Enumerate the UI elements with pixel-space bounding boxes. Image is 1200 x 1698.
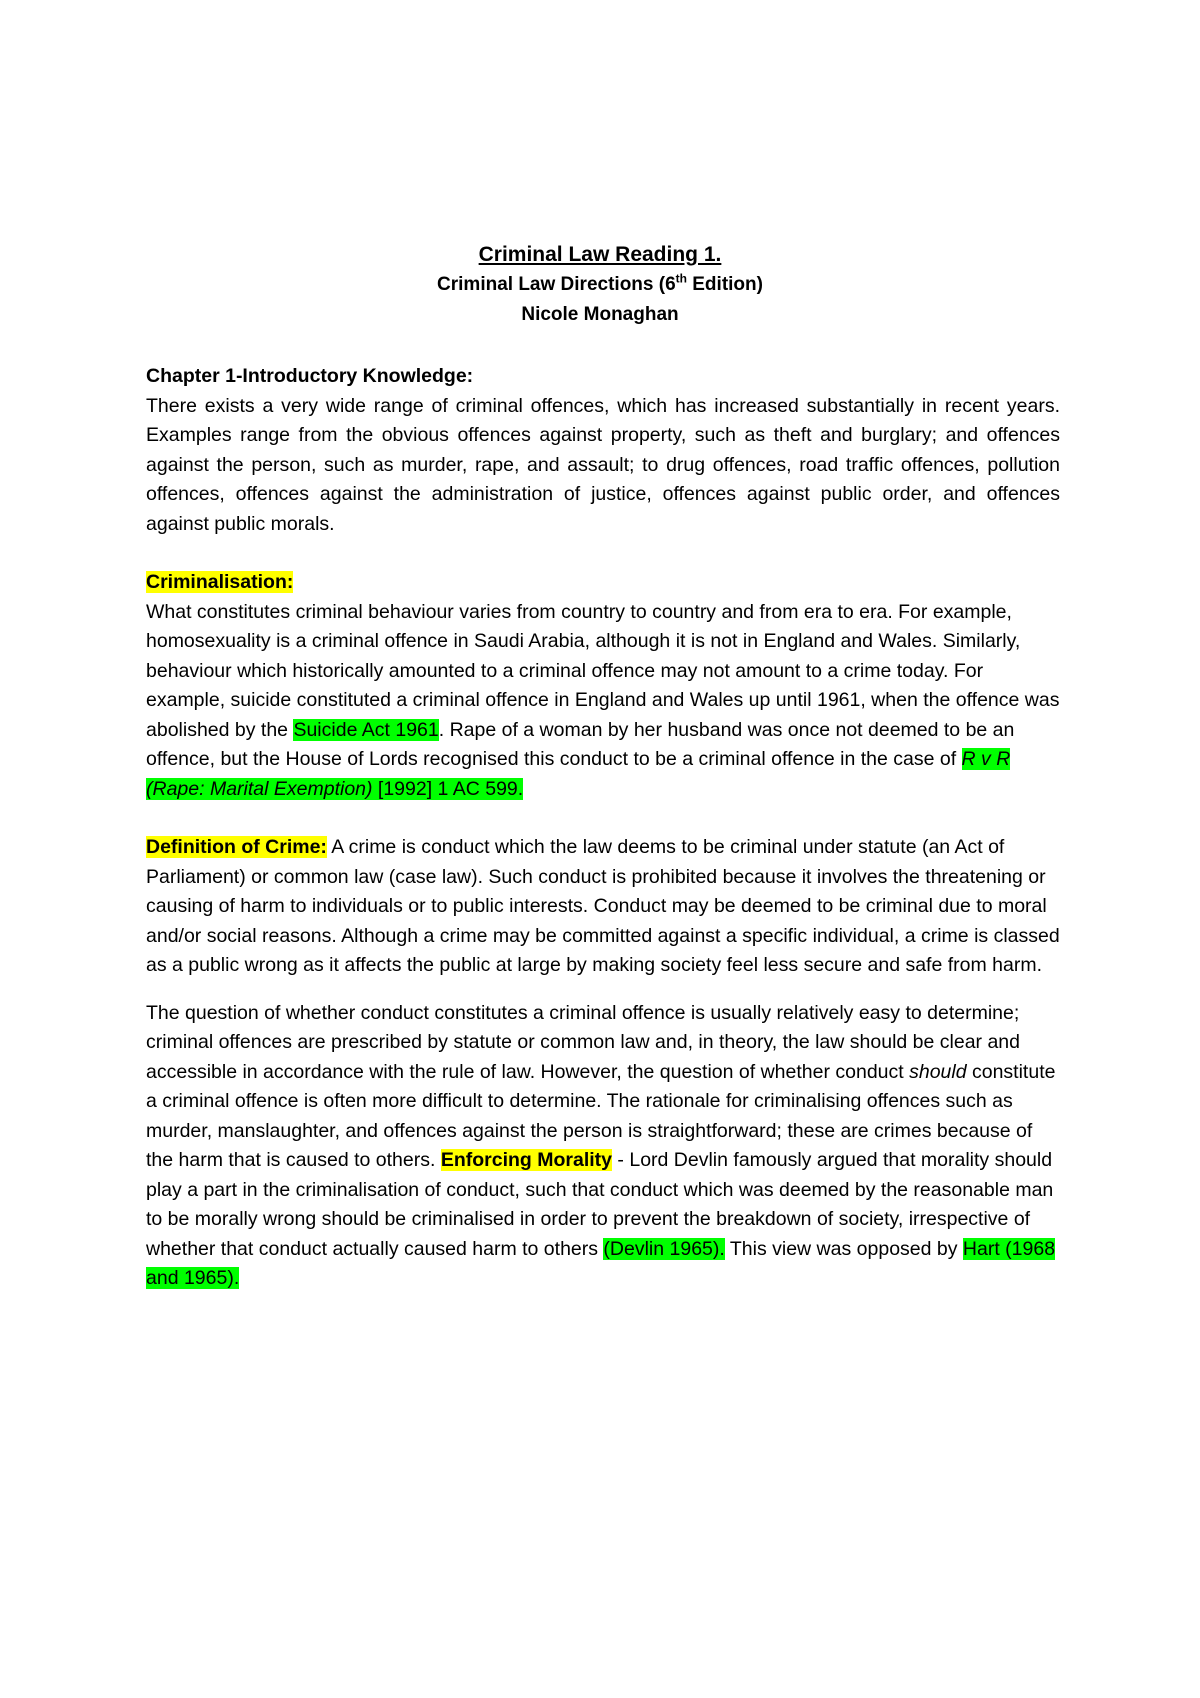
definition-heading: Definition of Crime:	[146, 836, 327, 858]
chapter-heading: Chapter 1-Introductory Knowledge:	[146, 365, 474, 387]
question-text-1: The question of whether conduct constitutes a criminal offence is usually relatively easy to determine; criminal offences are prescribed by statute or common law and, in theory, the law should be clear and accessible in accordance with the rule of law. However, the question of whether conduct	[146, 1001, 1020, 1083]
spacer	[146, 981, 1060, 999]
hart-citation-highlight: Hart (1968 and 1965).	[146, 1237, 1056, 1289]
question-paragraph	[146, 999, 1060, 1294]
book-title-sup: th	[675, 271, 687, 286]
definition-text: A crime is conduct which the law deems to be criminal under statute (an Act of Parliament) or common law (case law). Such conduct is prohibited because it involves the threatening or causing of harm to individuals or to public interests. Conduct may be deemed to be criminal due to moral and/or social reasons. Although a crime may be committed against a specific individual, a crime is classed as a public wrong as it affects the public at large by making society feel less secure and safe from harm.	[146, 836, 1060, 976]
book-title-post: Edition)	[686, 274, 763, 295]
document-title: Criminal Law Reading 1.	[478, 243, 722, 266]
author-name: Nicole Monaghan	[521, 304, 679, 325]
book-title	[0, 270, 1200, 300]
book-title-pre: Criminal Law Directions (6	[437, 274, 676, 295]
criminalisation-paragraph	[146, 598, 1060, 805]
definition-paragraph	[146, 833, 1060, 981]
case-name: R v R (Rape: Marital Exemption)	[146, 748, 1011, 800]
criminalisation-text-1: What constitutes criminal behaviour varies from country to country and from era to era. For example, homosexuality is a criminal offence in Saudi Arabia, although it is not in England and Wales. Similarly, behaviour which historically amounted to a criminal offence may not amount to a crime today. For example, suicide constituted a criminal offence in England and Wales up until 1961, when the offence was abolished by the	[146, 600, 1060, 741]
chapter-paragraph: There exists a very wide range of criminal offences, which has increased substantially in recent years. Examples range from the obvious offences against property, such as theft and burglary; and offences against the person, such as murder, rape, and assault; to drug offences, road traffic offences, pollution offences, offences against the administration of justice, offences against public order, and offences against public morals.	[146, 394, 1060, 535]
question-text-4: This view was opposed by	[724, 1237, 963, 1260]
enforcing-morality-heading: Enforcing Morality	[440, 1149, 613, 1171]
document-body	[146, 362, 1060, 1294]
suicide-act-highlight: Suicide Act 1961	[293, 718, 439, 741]
criminalisation-heading-line	[146, 568, 1060, 598]
question-text-3: - Lord Devlin famously argued that morality should play a part in the criminalisation of conduct, such that conduct which was deemed by the reasonable man to be morally wrong should be criminalised in order to prevent the breakdown of society, irrespective of whether that conduct actually caused harm to others	[146, 1149, 1054, 1260]
devlin-citation-highlight: (Devlin 1965).	[603, 1237, 725, 1260]
document-header	[0, 240, 1200, 330]
case-cite: [1992] 1 AC 599.	[372, 777, 524, 800]
spacer	[146, 804, 1060, 833]
criminalisation-text-2: . Rape of a woman by her husband was once not deemed to be an offence, but the House of Lords recognised this conduct to be a criminal offence in the case of	[146, 718, 1015, 770]
criminalisation-heading: Criminalisation:	[146, 571, 294, 593]
should-emphasis: should	[909, 1060, 967, 1083]
question-text-2: constitute a criminal offence is often more difficult to determine. The rationale for criminalising offences such as murder, manslaughter, and offences against the person is straightforward; these are crimes because of the harm that is caused to others.	[146, 1060, 1056, 1171]
spacer	[146, 539, 1060, 568]
